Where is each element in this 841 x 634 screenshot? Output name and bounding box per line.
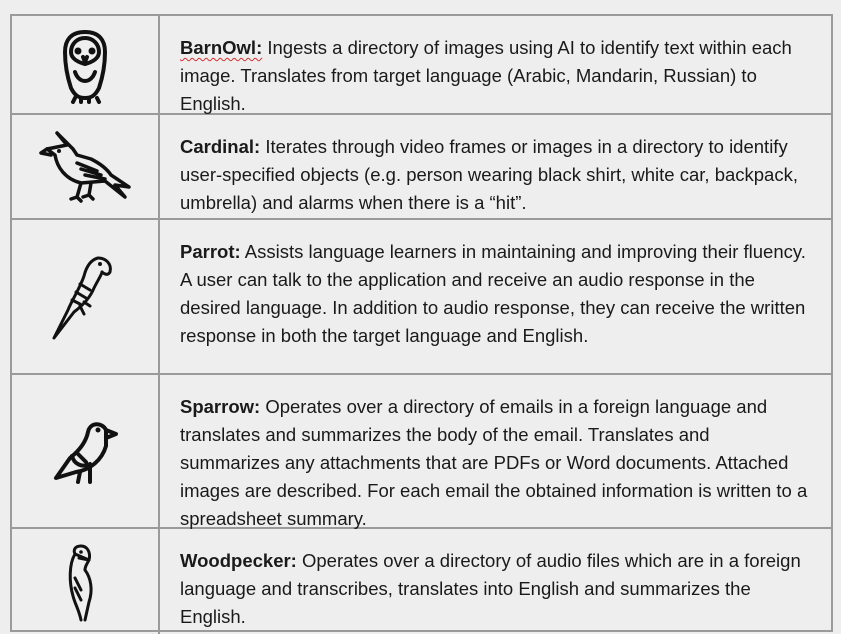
tool-description: Operates over a directory of audio files which are in a foreign language and transcribes, translates into English and summarizes the English. bbox=[180, 550, 801, 627]
table-row-cardinal bbox=[12, 115, 831, 220]
description-text bbox=[180, 393, 813, 533]
table-row-sparrow bbox=[12, 375, 831, 529]
tool-description: Operates over a directory of emails in a foreign language and translates and summarizes the body of the email. Translates and summarizes any attachments that are PDFs or Word documents. Attached images are described. For each email the obtained information is written to a spreadsheet summary. bbox=[180, 396, 808, 529]
description-text bbox=[180, 547, 813, 631]
cardinal-icon bbox=[37, 129, 133, 205]
tool-name: Woodpecker: bbox=[180, 550, 297, 571]
tools-table bbox=[10, 14, 833, 632]
description-text bbox=[180, 238, 813, 350]
tool-name: Sparrow: bbox=[180, 396, 261, 417]
icon-cell bbox=[12, 529, 160, 634]
icon-cell bbox=[12, 220, 160, 373]
description-text bbox=[180, 34, 813, 118]
tool-description: Ingests a directory of images using AI to identify text within each image. Translates from target language (Arabic, Mandarin, Russian) to English. bbox=[180, 37, 792, 114]
tool-name: Cardinal: bbox=[180, 136, 261, 157]
tool-description: Assists language learners in maintaining and improving their fluency. A user can talk to the application and receive an audio response in the desired language. In addition to audio response, they can receive the written response in both the target language and English. bbox=[180, 241, 806, 346]
description-text bbox=[180, 133, 813, 217]
woodpecker-icon bbox=[61, 540, 109, 624]
table-row-barnowl bbox=[12, 16, 831, 115]
table-row-woodpecker bbox=[12, 529, 831, 634]
owl-icon bbox=[53, 26, 117, 104]
icon-cell bbox=[12, 16, 160, 113]
tool-description: Iterates through video frames or images in a directory to identify user-specified objects (e.g. person wearing black shirt, white car, backpack, umbrella) and alarms when there is a “hit”. bbox=[180, 136, 798, 213]
sparrow-icon bbox=[50, 416, 120, 486]
tool-name: Parrot: bbox=[180, 241, 241, 262]
table-row-parrot bbox=[12, 220, 831, 375]
tool-name: BarnOwl: bbox=[180, 37, 263, 58]
icon-cell bbox=[12, 115, 160, 218]
icon-cell bbox=[12, 375, 160, 527]
parrot-icon bbox=[50, 254, 120, 340]
